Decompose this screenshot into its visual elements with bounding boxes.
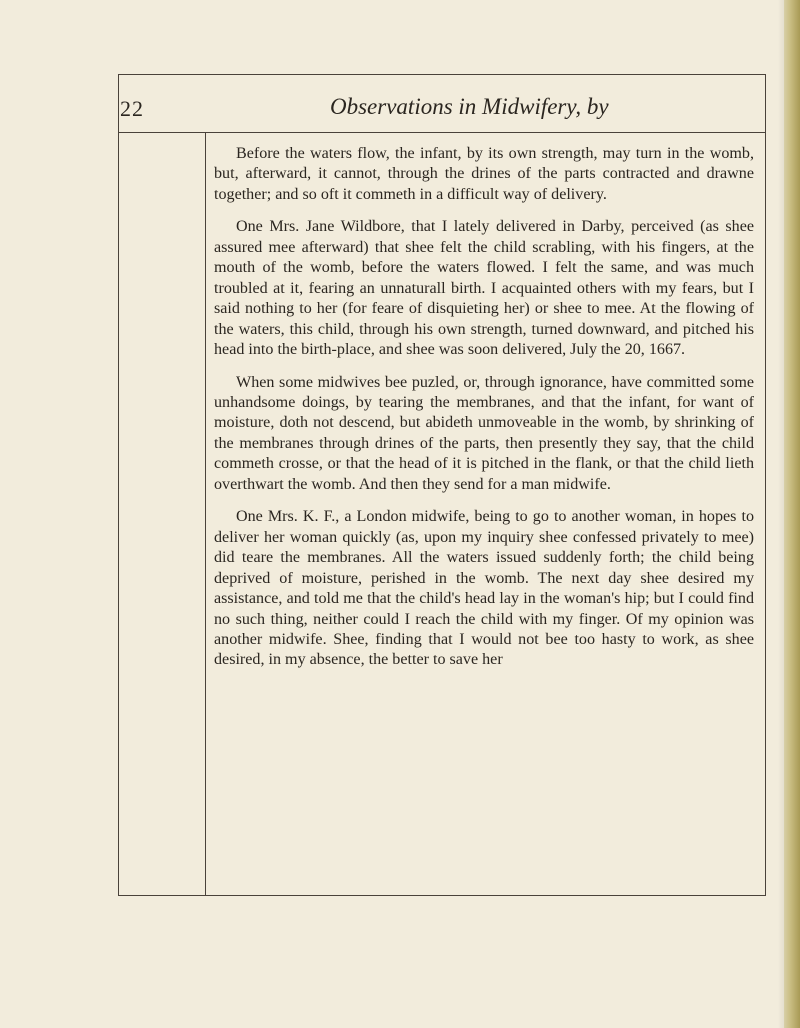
page-header: [120, 86, 766, 126]
paragraph-3: When some midwives bee puzled, or, through ignorance, have committed some unhandsome doings, by tearing the membranes, and that the infant, for want of moisture, doth not descend, but abideth unmoveable in the womb, by shrinking of the membranes through drines of the parts, then presently they say, that the child commeth crosse, or that the head of it is pitched in the flank, or that the child lieth overthwart the womb. And then they send for a man midwife.: [214, 373, 754, 493]
bottom-rule: [118, 895, 766, 896]
left-border-rule: [118, 74, 119, 896]
top-rule: [118, 74, 766, 75]
right-border-rule: [765, 74, 766, 896]
page-number: 22: [120, 96, 144, 121]
running-head: Observations in Midwifery, by: [330, 94, 609, 119]
book-edge: [784, 0, 800, 1028]
paragraph-2: One Mrs. Jane Wildbore, that I lately delivered in Darby, perceived (as shee assured mee afterward) that shee felt the child scrabling, with his fingers, at the mouth of the womb, before the waters flowed. I felt the same, and was much troubled at it, fearing an unnaturall birth. I acquainted others with my fears, but I said nothing to her (for feare of disquieting her) or shee to mee. At the flowing of the waters, this child, through his own strength, turned downward, and pitched his head into the birth-place, and shee was soon delivered, July the 20, 1667.: [214, 218, 754, 359]
paragraph-4: One Mrs. K. F., a London midwife, being to go to another woman, in hopes to deliver her woman quickly (as, upon my inquiry shee confessed privately to mee) did teare the membranes. All the waters issued suddenly forth; the child being deprived of moisture, perished in the womb. The next day shee desired my assistance, and told me that the child's head lay in the woman's hip; but I could find no such thing, neither could I reach the child with my finger. Of my opinion was another midwife. Shee, finding that I would not bee too hasty to work, as shee desired, in my absence, the better to save her: [214, 508, 754, 669]
header-rule: [118, 132, 766, 133]
margin-rule: [205, 132, 206, 896]
paragraph-1: Before the waters flow, the infant, by its own strength, may turn in the womb, but, afterward, it cannot, through the drines of the parts contracted and drawne together; and so oft it commeth in a difficult way of delivery.: [214, 145, 754, 203]
body-text: [214, 144, 754, 683]
